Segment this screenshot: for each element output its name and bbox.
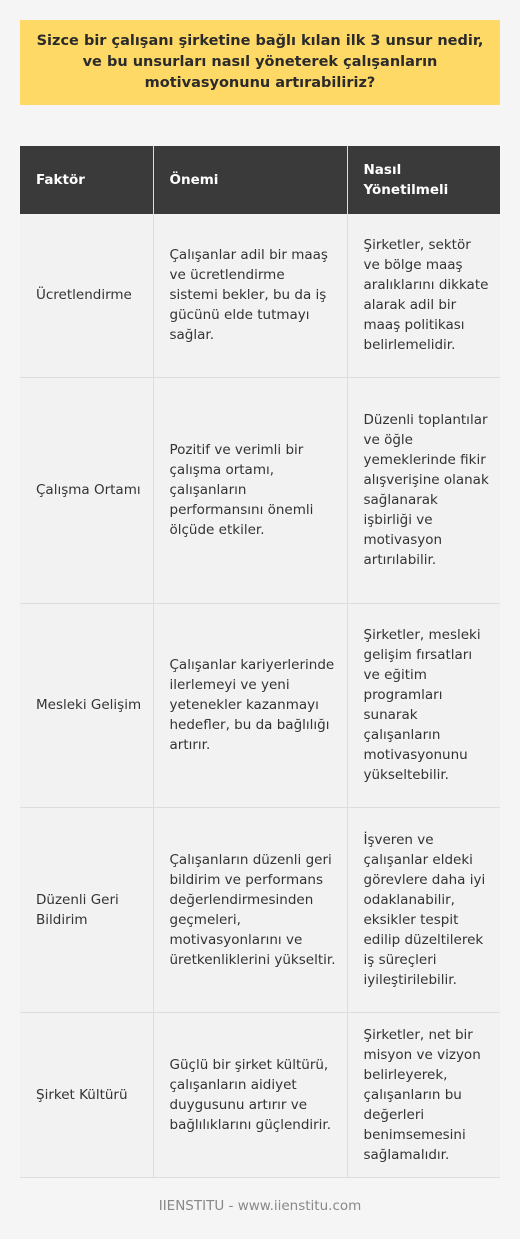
- factor-cell: Şirket Kültürü: [20, 1012, 153, 1177]
- table-row: [20, 377, 500, 603]
- importance-cell: Çalışanlar kariyerlerinde ilerlemeyi ve yeni yetenekler kazanmayı hedefler, bu da bağlılığı artırır.: [153, 603, 347, 807]
- header-factor: Faktör: [20, 146, 153, 214]
- table-row: [20, 807, 500, 1012]
- management-cell: Şirketler, mesleki gelişim fırsatları ve eğitim programları sunarak çalışanların motivasyonunu yükseltebilir.: [347, 603, 500, 807]
- table-header-row: [20, 146, 500, 214]
- footer-credit: IIENSTITU - www.iienstitu.com: [158, 1198, 362, 1214]
- management-cell: İşveren ve çalışanlar eldeki görevlere daha iyi odaklanabilir, eksikler tespit edilip düzeltilerek iş süreçleri iyileştirilebilir.: [347, 807, 500, 1012]
- header-management: Nasıl Yönetilmeli: [347, 146, 500, 214]
- factor-cell: Ücretlendirme: [20, 214, 153, 377]
- importance-cell: Pozitif ve verimli bir çalışma ortamı, çalışanların performansını önemli ölçüde etkiler.: [153, 377, 347, 603]
- importance-cell: Çalışanlar adil bir maaş ve ücretlendirme sistemi bekler, bu da iş gücünü elde tutmayı sağlar.: [153, 214, 347, 377]
- factor-cell: Düzenli Geri Bildirim: [20, 807, 153, 1012]
- management-cell: Düzenli toplantılar ve öğle yemeklerinde fikir alışverişine olanak sağlanarak işbirliği ve motivasyon artırılabilir.: [347, 377, 500, 603]
- table-row: [20, 603, 500, 807]
- management-cell: Şirketler, net bir misyon ve vizyon belirleyerek, çalışanların bu değerleri benimsemesini sağlamalıdır.: [347, 1012, 500, 1177]
- question-title: Sizce bir çalışanı şirketine bağlı kılan ilk 3 unsur nedir, ve bu unsurları nasıl yöneterek çalışanların motivasyonunu artırabiliriz?: [36, 33, 484, 91]
- table-row: [20, 1012, 500, 1177]
- factor-cell: Çalışma Ortamı: [20, 377, 153, 603]
- factors-table: [20, 146, 500, 1178]
- management-cell: Şirketler, sektör ve bölge maaş aralıklarını dikkate alarak adil bir maaş politikası belirlemelidir.: [347, 214, 500, 377]
- importance-cell: Çalışanların düzenli geri bildirim ve performans değerlendirmesinden geçmeleri, motivasyonlarını ve üretkenliklerini yükseltir.: [153, 807, 347, 1012]
- table-row: [20, 214, 500, 377]
- importance-cell: Güçlü bir şirket kültürü, çalışanların aidiyet duygusunu artırır ve bağlılıklarını güçlendirir.: [153, 1012, 347, 1177]
- header-importance: Önemi: [153, 146, 347, 214]
- question-banner: [20, 20, 500, 105]
- factor-cell: Mesleki Gelişim: [20, 603, 153, 807]
